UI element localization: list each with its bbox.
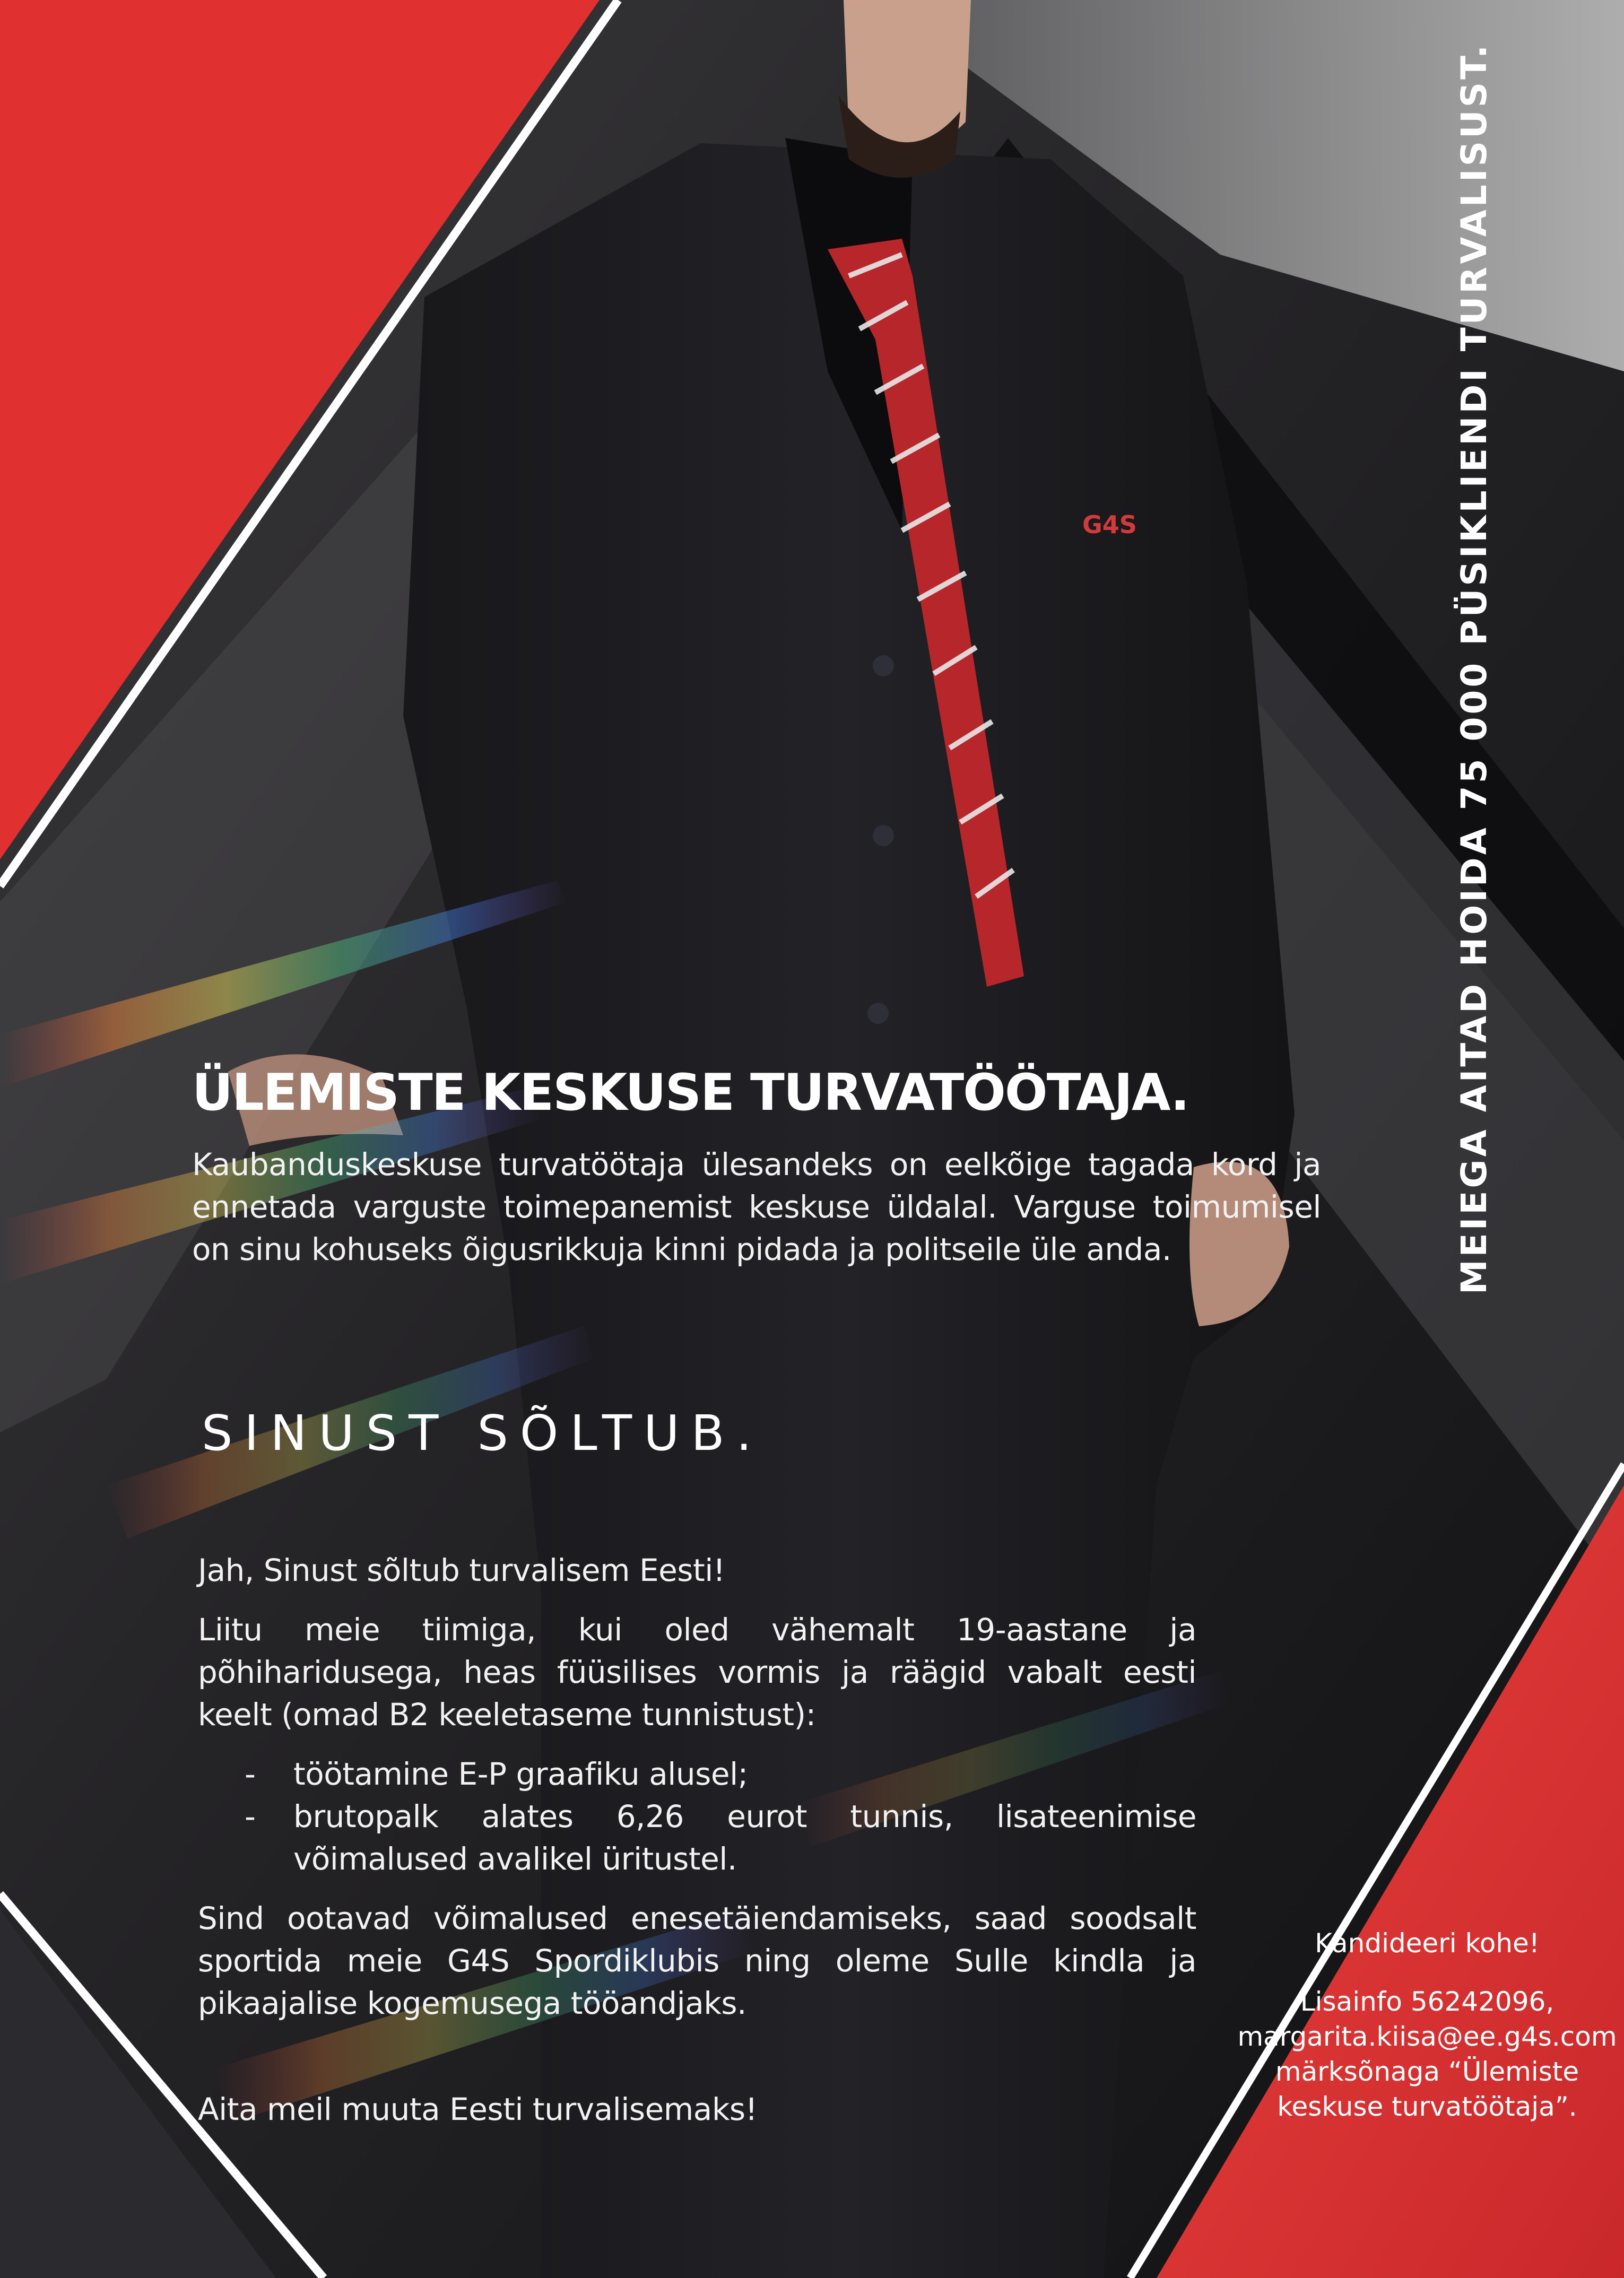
closing-text: Aita meil muuta Eesti turvalisemaks! xyxy=(198,2091,758,2127)
contact-email[interactable]: margarita.kiisa@ee.g4s.com xyxy=(1237,2021,1617,2052)
contact-block xyxy=(1226,1926,1624,2124)
benefits-text: Sind ootavad võimalused enesetäiendamiseks, saad soodsalt sportida meie G4S Spordiklubis ning oleme Sulle kindla ja pikaajalise kogemusega tööandjaks. xyxy=(198,1900,1196,2021)
g4s-badge: G4S xyxy=(1082,510,1137,539)
requirements-text: Liitu meie tiimiga, kui oled vähemalt 19-aastane ja põhiharidusega, heas füüsilises vormis ja räägid vabalt eesti keelt (omad B2 keeletaseme tunnistust): xyxy=(198,1612,1196,1733)
job-intro: Kaubanduskeskuse turvatöötaja ülesandeks on eelkõige tagada kord ja ennetada varguste toimepanemist keskuse üldalal. Varguse toimumisel on sinu kohuseks õigusrikkuja kinni pidada ja politseile üle anda. xyxy=(192,1146,1321,1267)
tagline: SINUST SÕLTUB. xyxy=(202,1405,763,1462)
bullet-dash: - xyxy=(245,1756,256,1792)
list-item-text: töötamine E-P graafiku alusel; xyxy=(293,1756,748,1792)
contact-keyword-cont: keskuse turvatöötaja”. xyxy=(1277,2091,1577,2122)
list-item-text: brutopalk alates 6,26 eurot tunnis, lisateenimise võimalused avalikel üritustel. xyxy=(293,1798,1196,1877)
lead-text: Jah, Sinust sõltub turvalisem Eesti! xyxy=(198,1552,725,1588)
list-item xyxy=(198,1795,1196,1880)
list-item xyxy=(198,1753,1196,1795)
contact-keyword: märksõnaga “Ülemiste xyxy=(1275,2056,1579,2087)
job-title: ÜLEMISTE KESKUSE TURVATÖÖTAJA. xyxy=(192,1064,1189,1122)
benefit-list xyxy=(198,1753,1196,1880)
contact-phone: Lisainfo 56242096, xyxy=(1300,1986,1554,2017)
apply-now-text: Kandideeri kohe! xyxy=(1315,1928,1540,1959)
vertical-slogan: MEIEGA AITAD HOIDA 75 000 PÜSIKLIENDI TURVALISUST. xyxy=(1454,42,1495,1294)
job-description xyxy=(198,1549,1196,2131)
bullet-dash: - xyxy=(245,1798,256,1834)
